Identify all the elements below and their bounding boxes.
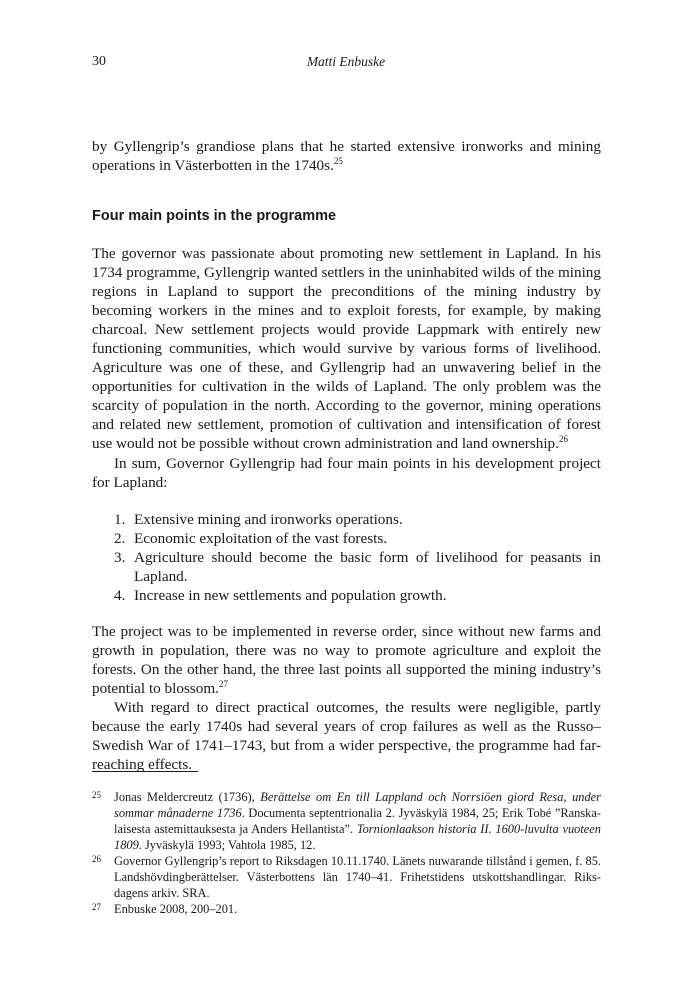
footnote-number: 26	[92, 854, 101, 864]
page-number: 30	[92, 54, 106, 69]
footnote-ref-25: 25	[333, 156, 343, 166]
footnote-27	[92, 901, 601, 917]
list-item	[114, 529, 601, 548]
paragraph-1-text: The governor was passionate about promoting new settlement in Lapland. In his 1734 programme, Gyllengrip wanted settlers in the uninhabited wilds of the mining regions in Lapland to support the preconditions of the mining industry by becoming workers in the mines and to exploit forests, for example, by making charcoal. New settlement projects would provide Lappmark with entirely new functioning communities, which would survive by various forms of livelihood. Agriculture was one of these, and Gyllengrip had an unwavering belief in the opportunities for cultivation in the wilds of Lapland. The only problem was the scarcity of population in the north. According to the governor, mining operations and related new settlement, promotion of cultivation and intensification of forest use would not be possible without crown administration and land ownership.	[92, 245, 601, 452]
list-item	[114, 548, 601, 586]
running-header-author: Matti Enbuske	[306, 54, 386, 69]
list-item-number: 3.	[114, 549, 126, 566]
footnote-ref-27: 27	[218, 679, 228, 689]
footnote-text: Governor Gyllengrip’s report to Riksdagen 10.11.1740. Länets nuwarande tillstånd i gemen, f. 85. Landshövdingberättelser. Västerbottens län 1740–41. Frihetstidens utskottshandlingar. Riks-dagens arkiv. SRA.	[114, 854, 601, 900]
list-item-number: 2.	[114, 530, 126, 547]
main-points-list	[114, 510, 601, 605]
paragraph-4: With regard to direct practical outcomes, the results were negligible, partly because the early 1740s had several years of crop failures as well as the Russo–Swedish War of 1741–1743, but from a wider perspective, the programme had far-reaching effects.	[92, 699, 601, 773]
footnote-25-part-a: Jonas Meldercreutz (1736),	[114, 790, 261, 804]
list-item-text: Increase in new settlements and population growth.	[134, 587, 447, 604]
footnote-rule	[92, 771, 198, 772]
section-heading: Four main points in the programme	[92, 208, 337, 224]
footnote-25	[92, 789, 601, 853]
footnote-26	[92, 853, 601, 901]
intro-paragraph	[92, 137, 601, 175]
paragraph-1	[92, 244, 601, 453]
footnote-25-part-c: . Documenta septentrionalia 2. Jyväskylä 1984, 25; Erik Tobé ”Ranska-laisesta astemittauksesta ja Anders Hellantista”.	[114, 806, 601, 836]
footnote-number: 25	[92, 790, 101, 800]
list-item-text: Extensive mining and ironworks operations.	[134, 511, 403, 528]
footnote-25-part-e: . Jyväskylä 1993; Vahtola 1985, 12.	[138, 838, 316, 852]
paragraph-2: In sum, Governor Gyllengrip had four main points in his development project for Lapland:	[92, 455, 601, 491]
intro-paragraph-text: by Gyllengrip’s grandiose plans that he started extensive ironworks and mining operations in Västerbotten in the 1740s.	[92, 138, 601, 174]
list-item	[114, 586, 601, 605]
footnote-text: Enbuske 2008, 200–201.	[114, 902, 238, 916]
paragraph-3	[92, 622, 601, 698]
footnote-ref-26: 26	[558, 434, 568, 444]
list-item	[114, 510, 601, 529]
footnote-text	[114, 789, 601, 853]
footnote-25-title: Berättelse om En till Lappland och Norrsiöen giord Resa, under sommar månaderne 1736	[114, 790, 601, 820]
list-item-text: Economic exploitation of the vast forests.	[134, 530, 388, 547]
list-item-text: Agriculture should become the basic form of livelihood for peasants in Lapland.	[134, 549, 601, 585]
footnote-number: 27	[92, 902, 101, 912]
paragraph-3-text: The project was to be implemented in reverse order, since without new farms and growth in population, there was no way to promote agriculture and exploit the forests. On the other hand, the three last points all supported the mining industry’s potential to blossom.	[92, 623, 601, 697]
list-item-number: 1.	[114, 511, 126, 528]
list-item-number: 4.	[114, 587, 126, 604]
footnote-25-book-title: Tornionlaakson historia II. 1600-luvulta vuoteen 1809	[114, 822, 601, 852]
